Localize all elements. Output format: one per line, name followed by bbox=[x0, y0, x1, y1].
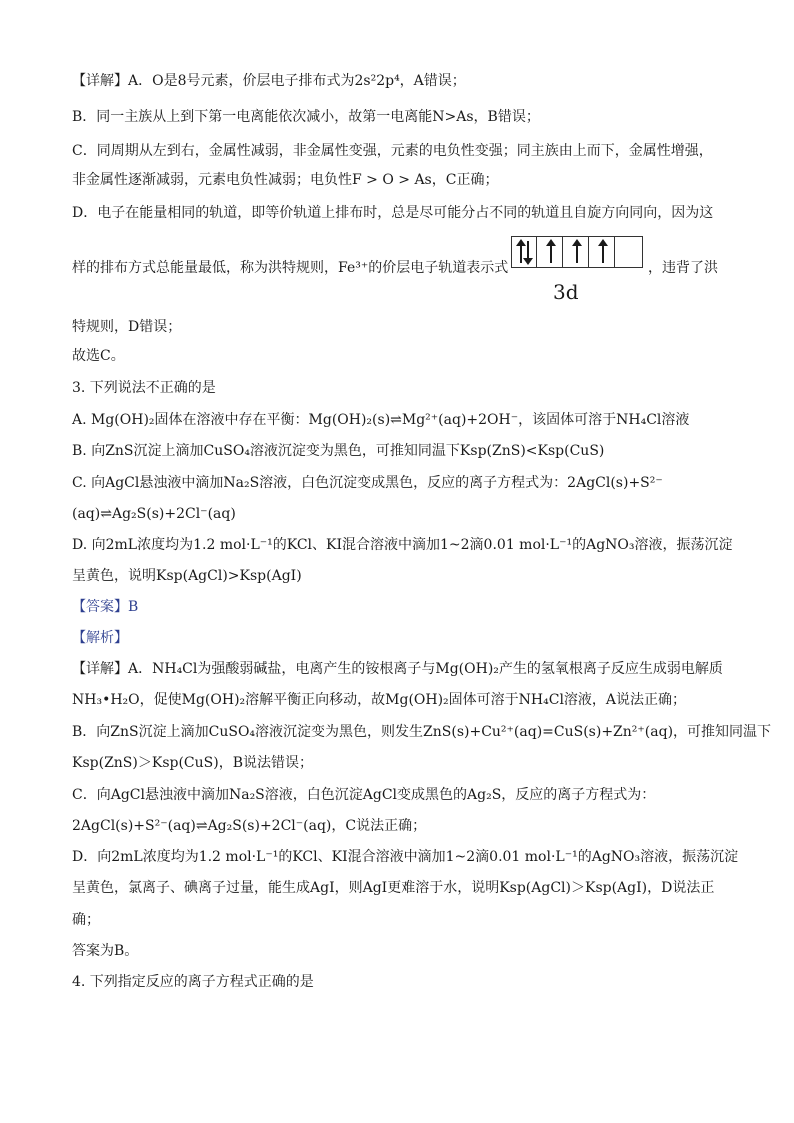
option-c-2: (aq)⇌Ag₂S(s)+2Cl⁻(aq) bbox=[72, 506, 236, 522]
detail-a: 【详解】A．O是8号元素，价层电子排布式为2s²2p⁴，A错误； bbox=[72, 73, 466, 89]
orbital-cell bbox=[564, 237, 589, 267]
explain-d-1: D．向2mL浓度均为1.2 mol·L⁻¹的KCl、KI混合溶液中滴加1~2滴0.01 mol·L⁻¹的AgNO₃溶液，振荡沉淀 bbox=[72, 849, 739, 865]
analysis-label: 【解析】 bbox=[72, 630, 128, 646]
detail-d-2: 样的排布方式总能量最低，称为洪特规则，Fe³⁺的价层电子轨道表示式 bbox=[72, 260, 509, 276]
conclusion: 故选C。 bbox=[72, 348, 125, 364]
orbital-cell bbox=[590, 237, 615, 267]
spin-up-arrow-icon bbox=[576, 241, 578, 263]
explain-c-1: C．向AgCl悬浊液中滴加Na₂S溶液，白色沉淀AgCl变成黑色的Ag₂S，反应的离子方程式为： bbox=[72, 787, 656, 803]
option-c-1: C. 向AgCl悬浊液中滴加Na₂S溶液，白色沉淀变成黑色，反应的离子方程式为：2AgCl(s)+S²⁻ bbox=[72, 475, 663, 491]
explain-b-2: Ksp(ZnS)＞Ksp(CuS)，B说法错误； bbox=[72, 755, 314, 771]
detail-c-2: 非金属性逐渐减弱，元素电负性减弱；电负性F > O > As，C正确； bbox=[72, 172, 499, 188]
explain-a-2: NH₃•H₂O，促使Mg(OH)₂溶解平衡正向移动，故Mg(OH)₂固体可溶于NH₄Cl溶液，A说法正确； bbox=[72, 692, 687, 708]
spin-down-arrow-icon bbox=[527, 241, 529, 263]
detail-d-3: 特规则，D错误； bbox=[72, 319, 182, 335]
spin-up-arrow-icon bbox=[602, 241, 604, 263]
orbital-cell bbox=[616, 237, 641, 267]
spin-up-arrow-icon bbox=[550, 241, 552, 263]
explain-b-1: B．向ZnS沉淀上滴加CuSO₄溶液沉淀变为黑色，则发生ZnS(s)+Cu²⁺(aq)=CuS(s)+Zn²⁺(aq)，可推知同温下 bbox=[72, 724, 772, 740]
orbital-label: 3d bbox=[553, 280, 579, 304]
question-4-title: 4. 下列指定反应的离子方程式正确的是 bbox=[72, 974, 314, 990]
detail-d-1: D．电子在能量相同的轨道，即等价轨道上排布时，总是尽可能分占不同的轨道且自旋方向同向，因为这 bbox=[72, 205, 714, 221]
detail-d-2-cont: ，违背了洪 bbox=[648, 260, 718, 276]
explain-c-2: 2AgCl(s)+S²⁻(aq)⇌Ag₂S(s)+2Cl⁻(aq)，C说法正确； bbox=[72, 818, 427, 834]
option-d-1: D. 向2mL浓度均为1.2 mol·L⁻¹的KCl、KI混合溶液中滴加1~2滴0.01 mol·L⁻¹的AgNO₃溶液，振荡沉淀 bbox=[72, 537, 733, 553]
question-3-title: 3. 下列说法不正确的是 bbox=[72, 380, 216, 396]
explain-d-3: 确； bbox=[72, 912, 100, 928]
detail-b: B．同一主族从上到下第一电离能依次减小，故第一电离能N>As，B错误； bbox=[72, 109, 540, 125]
answer-label: 【答案】B bbox=[72, 599, 139, 615]
option-b: B. 向ZnS沉淀上滴加CuSO₄溶液沉淀变为黑色，可推知同温下Ksp(ZnS)<Ksp(CuS) bbox=[72, 443, 605, 459]
option-d-2: 呈黄色，说明Ksp(AgCl)>Ksp(AgI) bbox=[72, 568, 302, 584]
explain-d-2: 呈黄色，氯离子、碘离子过量，能生成AgI，则AgI更难溶于水，说明Ksp(AgCl)＞Ksp(AgI)，D说法正 bbox=[72, 880, 715, 896]
answer-statement: 答案为B。 bbox=[72, 943, 139, 959]
explain-a-1: 【详解】A．NH₄Cl为强酸弱碱盐，电离产生的铵根离子与Mg(OH)₂产生的氢氧根离子反应生成弱电解质 bbox=[72, 661, 723, 677]
orbital-cell bbox=[512, 237, 537, 267]
orbital-cell bbox=[538, 237, 563, 267]
fe3-orbital-diagram bbox=[511, 236, 643, 268]
detail-c-1: C．同周期从左到右，金属性减弱，非金属性变强，元素的电负性变强；同主族由上而下，金属性增强， bbox=[72, 143, 713, 159]
spin-up-arrow-icon bbox=[520, 241, 522, 263]
option-a: A. Mg(OH)₂固体在溶液中存在平衡：Mg(OH)₂(s)⇌Mg²⁺(aq)+2OH⁻，该固体可溶于NH₄Cl溶液 bbox=[72, 412, 690, 428]
